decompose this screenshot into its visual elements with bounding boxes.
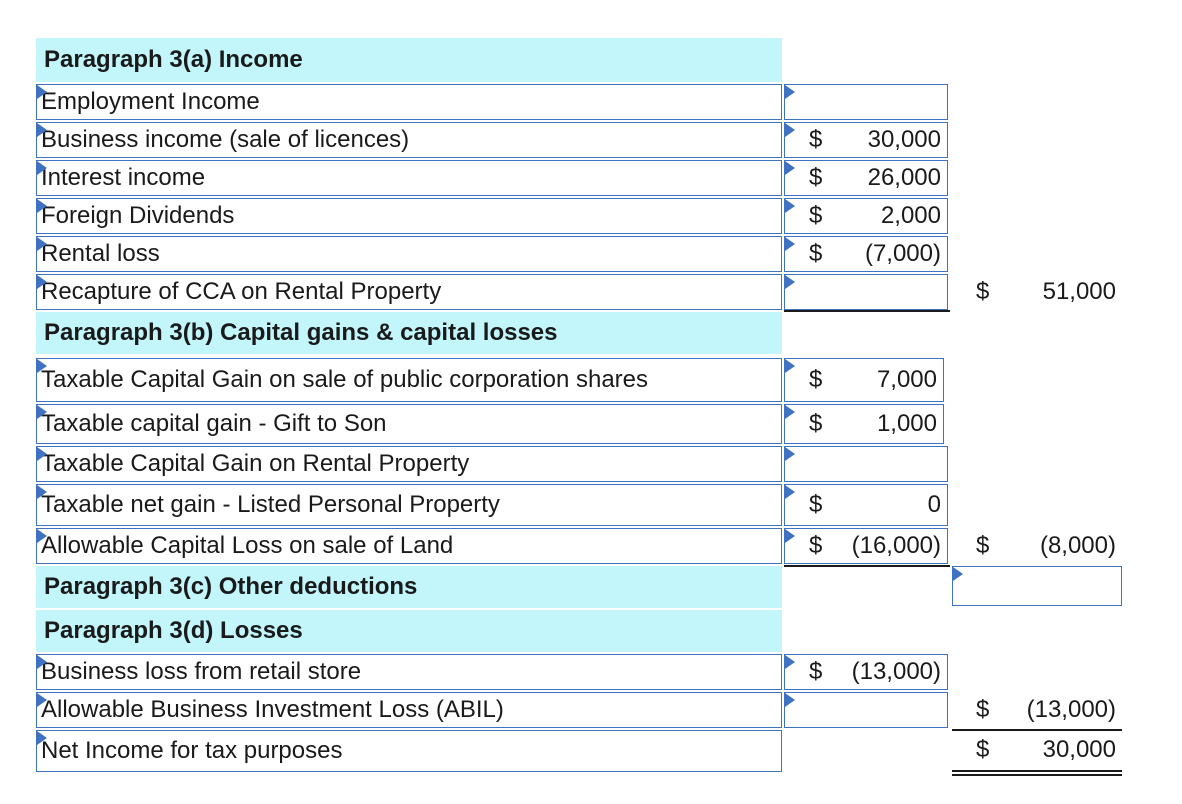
row-interest-amount-cell[interactable] bbox=[784, 160, 948, 196]
comment-marker-icon bbox=[37, 199, 47, 213]
comment-marker-icon bbox=[37, 447, 47, 461]
comment-marker-icon bbox=[785, 199, 795, 213]
row-acl-land-amount-cell[interactable] bbox=[784, 528, 948, 564]
row-tcg-gift-label: Taxable capital gain - Gift to Son bbox=[41, 410, 387, 437]
comment-marker-icon bbox=[785, 529, 795, 543]
double-underline-bottom bbox=[952, 774, 1122, 776]
comment-marker-icon bbox=[785, 161, 795, 175]
total-dollar-sign: $ bbox=[976, 532, 990, 559]
total-dollar-sign: $ bbox=[976, 278, 990, 305]
header-income bbox=[36, 38, 782, 82]
comment-marker-icon bbox=[785, 123, 795, 137]
comment-marker-icon bbox=[785, 405, 795, 419]
comment-marker-icon bbox=[785, 237, 795, 251]
row-tcg-rental-label-cell[interactable] bbox=[36, 446, 782, 482]
comment-marker-icon bbox=[37, 731, 47, 745]
row-recapture-label: Recapture of CCA on Rental Property bbox=[41, 278, 442, 305]
comment-marker-icon bbox=[785, 485, 795, 499]
row-business-label-cell[interactable] bbox=[36, 122, 782, 158]
header-losses-label: Paragraph 3(d) Losses bbox=[44, 617, 303, 644]
net-income-total: 30,000 bbox=[1042, 736, 1116, 763]
row-foreign-label: Foreign Dividends bbox=[41, 202, 235, 229]
comment-marker-icon bbox=[37, 693, 47, 707]
header-capital bbox=[36, 312, 782, 354]
row-business-label: Business income (sale of licences) bbox=[41, 126, 410, 153]
comment-marker-icon bbox=[37, 529, 47, 543]
row-interest-label: Interest income bbox=[41, 164, 206, 191]
comment-marker-icon bbox=[37, 655, 47, 669]
row-acl-land-label: Allowable Capital Loss on sale of Land bbox=[41, 532, 454, 559]
comment-marker-icon bbox=[37, 275, 47, 289]
header-income-label: Paragraph 3(a) Income bbox=[44, 46, 303, 73]
row-abil-label: Allowable Business Investment Loss (ABIL) bbox=[41, 696, 504, 723]
dollar-sign: $ bbox=[809, 410, 823, 437]
row-tcg-public-amount: 7,000 bbox=[876, 366, 937, 393]
row-business-amount-cell[interactable] bbox=[784, 122, 948, 158]
header-other bbox=[36, 566, 782, 608]
dollar-sign: $ bbox=[809, 366, 823, 393]
row-rental-label: Rental loss bbox=[41, 240, 160, 267]
comment-marker-icon bbox=[785, 85, 795, 99]
row-lpp-amount-cell[interactable] bbox=[784, 484, 948, 526]
comment-marker-icon bbox=[37, 405, 47, 419]
row-employment-label-cell[interactable] bbox=[36, 84, 782, 120]
comment-marker-icon bbox=[785, 655, 795, 669]
dollar-sign: $ bbox=[809, 202, 823, 229]
row-recapture-label-cell[interactable] bbox=[36, 274, 782, 310]
total-dollar-sign: $ bbox=[976, 696, 990, 723]
dollar-sign: $ bbox=[809, 532, 823, 559]
header-capital-label: Paragraph 3(b) Capital gains & capital losses bbox=[44, 319, 558, 346]
row-acl-land-amount: (16,000) bbox=[851, 532, 941, 559]
row-rental-label-cell[interactable] bbox=[36, 236, 782, 272]
header-losses bbox=[36, 610, 782, 652]
row-retail-amount-cell[interactable] bbox=[784, 654, 948, 690]
row-interest-amount: 26,000 bbox=[867, 164, 941, 191]
losses-total: (13,000) bbox=[1026, 696, 1116, 723]
subtotal-underline bbox=[784, 310, 950, 312]
row-tcg-public-label: Taxable Capital Gain on sale of public corporation shares bbox=[41, 366, 649, 393]
row-retail-label-cell[interactable] bbox=[36, 654, 782, 690]
row-recapture-amount-cell[interactable] bbox=[784, 274, 948, 310]
row-retail-amount: (13,000) bbox=[851, 658, 941, 685]
row-tcg-public-amount-cell[interactable] bbox=[784, 358, 944, 402]
row-lpp-label: Taxable net gain - Listed Personal Property bbox=[41, 491, 500, 518]
comment-marker-icon bbox=[37, 359, 47, 373]
row-tcg-gift-amount-cell[interactable] bbox=[784, 404, 944, 444]
row-retail-label: Business loss from retail store bbox=[41, 658, 362, 685]
row-foreign-amount: 2,000 bbox=[880, 202, 941, 229]
comment-marker-icon bbox=[953, 567, 963, 581]
row-rental-amount-cell[interactable] bbox=[784, 236, 948, 272]
row-abil-amount-cell[interactable] bbox=[784, 692, 948, 728]
total-dollar-sign: $ bbox=[976, 736, 990, 763]
row-tcg-rental-amount-cell[interactable] bbox=[784, 446, 948, 482]
row-net-label: Net Income for tax purposes bbox=[41, 737, 343, 764]
row-acl-land-label-cell[interactable] bbox=[36, 528, 782, 564]
row-tcg-public-label-cell[interactable] bbox=[36, 358, 782, 402]
row-net-label-cell[interactable] bbox=[36, 730, 782, 772]
row-lpp-label-cell[interactable] bbox=[36, 484, 782, 526]
capital-total: (8,000) bbox=[1039, 532, 1116, 559]
dollar-sign: $ bbox=[809, 240, 823, 267]
row-tcg-rental-label: Taxable Capital Gain on Rental Property bbox=[41, 450, 470, 477]
comment-marker-icon bbox=[37, 237, 47, 251]
row-rental-amount: (7,000) bbox=[864, 240, 941, 267]
header-other-label: Paragraph 3(c) Other deductions bbox=[44, 573, 418, 600]
dollar-sign: $ bbox=[809, 126, 823, 153]
row-tcg-gift-label-cell[interactable] bbox=[36, 404, 782, 444]
row-interest-label-cell[interactable] bbox=[36, 160, 782, 196]
dollar-sign: $ bbox=[809, 491, 823, 518]
row-lpp-amount: 0 bbox=[927, 491, 941, 518]
dollar-sign: $ bbox=[809, 164, 823, 191]
comment-marker-icon bbox=[37, 85, 47, 99]
row-tcg-gift-amount: 1,000 bbox=[876, 410, 937, 437]
subtotal-underline bbox=[784, 565, 950, 567]
other-deductions-total-cell[interactable] bbox=[952, 566, 1122, 606]
comment-marker-icon bbox=[785, 275, 795, 289]
double-underline-top bbox=[952, 770, 1122, 772]
comment-marker-icon bbox=[785, 447, 795, 461]
dollar-sign: $ bbox=[809, 658, 823, 685]
comment-marker-icon bbox=[785, 693, 795, 707]
comment-marker-icon bbox=[785, 359, 795, 373]
comment-marker-icon bbox=[37, 123, 47, 137]
row-employment-label: Employment Income bbox=[41, 88, 260, 115]
row-foreign-label-cell[interactable] bbox=[36, 198, 782, 234]
row-employment-amount-cell[interactable] bbox=[784, 84, 948, 120]
income-total: 51,000 bbox=[1042, 278, 1116, 305]
comment-marker-icon bbox=[37, 485, 47, 499]
row-business-amount: 30,000 bbox=[867, 126, 941, 153]
row-abil-label-cell[interactable] bbox=[36, 692, 782, 728]
comment-marker-icon bbox=[37, 161, 47, 175]
row-foreign-amount-cell[interactable] bbox=[784, 198, 948, 234]
